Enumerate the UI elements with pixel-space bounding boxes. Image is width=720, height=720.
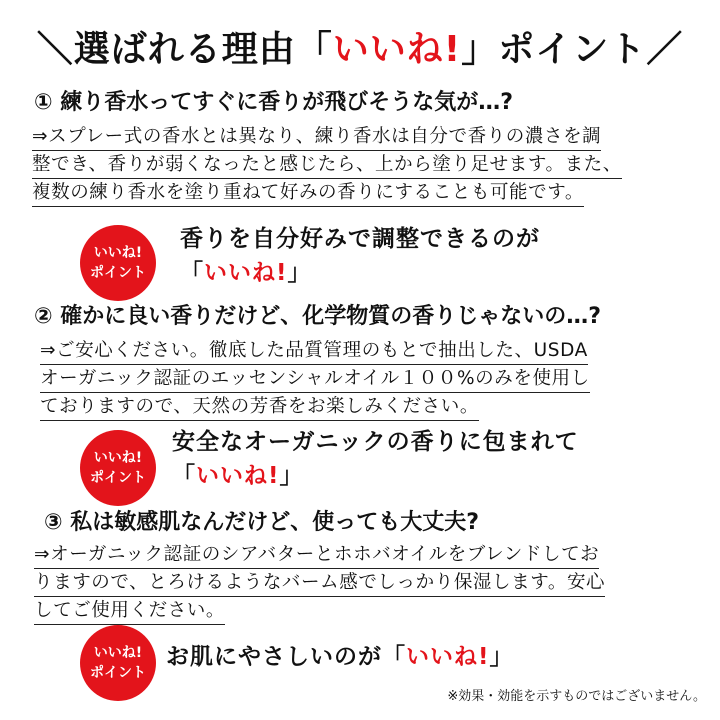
point-2 [172, 425, 579, 493]
answer-2 [40, 337, 590, 421]
iine-point-badge-3 [80, 625, 156, 701]
point-2-line-1: 安全なオーガニックの香りに包まれて [172, 429, 579, 455]
badge-line-1: いいね! [93, 245, 143, 261]
point-3-line-1: お肌にやさしいのが「 [166, 644, 406, 670]
title-suffix: 」ポイント／ [461, 29, 684, 70]
point-1 [180, 222, 540, 290]
iine-point-badge-2 [80, 430, 156, 506]
page-title [0, 20, 720, 80]
point-2-highlight: いいね! [196, 463, 280, 489]
title-prefix: ＼選ばれる理由「 [36, 29, 333, 70]
answer-1 [32, 123, 622, 207]
question-2: ② 確かに良い香りだけど、化学物質の香りじゃないの…? [34, 304, 602, 329]
answer-1-line-1: ⇒スプレー式の香水とは異なり、練り香水は自分で香りの濃さを調 [32, 123, 601, 151]
point-1-line-2: 「いいね!」 [180, 260, 312, 286]
title-highlight: いいね! [332, 29, 462, 70]
badge-line-1: いいね! [93, 450, 143, 466]
answer-3-line-1: ⇒オーガニック認証のシアバターとホホバオイルをブレンドしてお [34, 541, 599, 569]
point-3: お肌にやさしいのが「いいね!」 [166, 644, 514, 670]
answer-1-line-2: 整でき、香りが弱くなったと感じたら、上から塗り足せます。また、 [32, 151, 622, 179]
badge-line-1: いいね! [93, 645, 143, 661]
disclaimer: ※効果・効能を示すものではございません。 [447, 689, 706, 704]
answer-3 [34, 541, 605, 625]
question-1: ① 練り香水ってすぐに香りが飛びそうな気が…? [34, 90, 514, 115]
answer-3-line-2: りますので、とろけるようなバーム感でしっかり保湿します。安心 [34, 569, 605, 597]
point-1-line-1: 香りを自分好みで調整できるのが [180, 226, 540, 252]
point-3-highlight: いいね! [406, 644, 490, 670]
answer-1-line-3: 複数の練り香水を塗り重ねて好みの香りにすることも可能です。 [32, 179, 584, 207]
badge-line-2: ポイント [90, 470, 146, 486]
iine-point-badge-1 [80, 225, 156, 301]
point-1-highlight: いいね! [204, 260, 288, 286]
badge-line-2: ポイント [90, 665, 146, 681]
point-2-line-2: 「いいね!」 [172, 463, 304, 489]
answer-2-line-3: ておりますので、天然の芳香をお楽しみください。 [40, 393, 479, 421]
answer-3-line-3: してご使用ください。 [34, 597, 225, 625]
question-3: ③ 私は敏感肌なんだけど、使っても大丈夫? [44, 510, 480, 535]
answer-2-line-1: ⇒ご安心ください。徹底した品質管理のもとで抽出した、USDA [40, 337, 588, 365]
badge-line-2: ポイント [90, 265, 146, 281]
answer-2-line-2: オーガニック認証のエッセンシャルオイル１００%のみを使用し [40, 365, 590, 393]
